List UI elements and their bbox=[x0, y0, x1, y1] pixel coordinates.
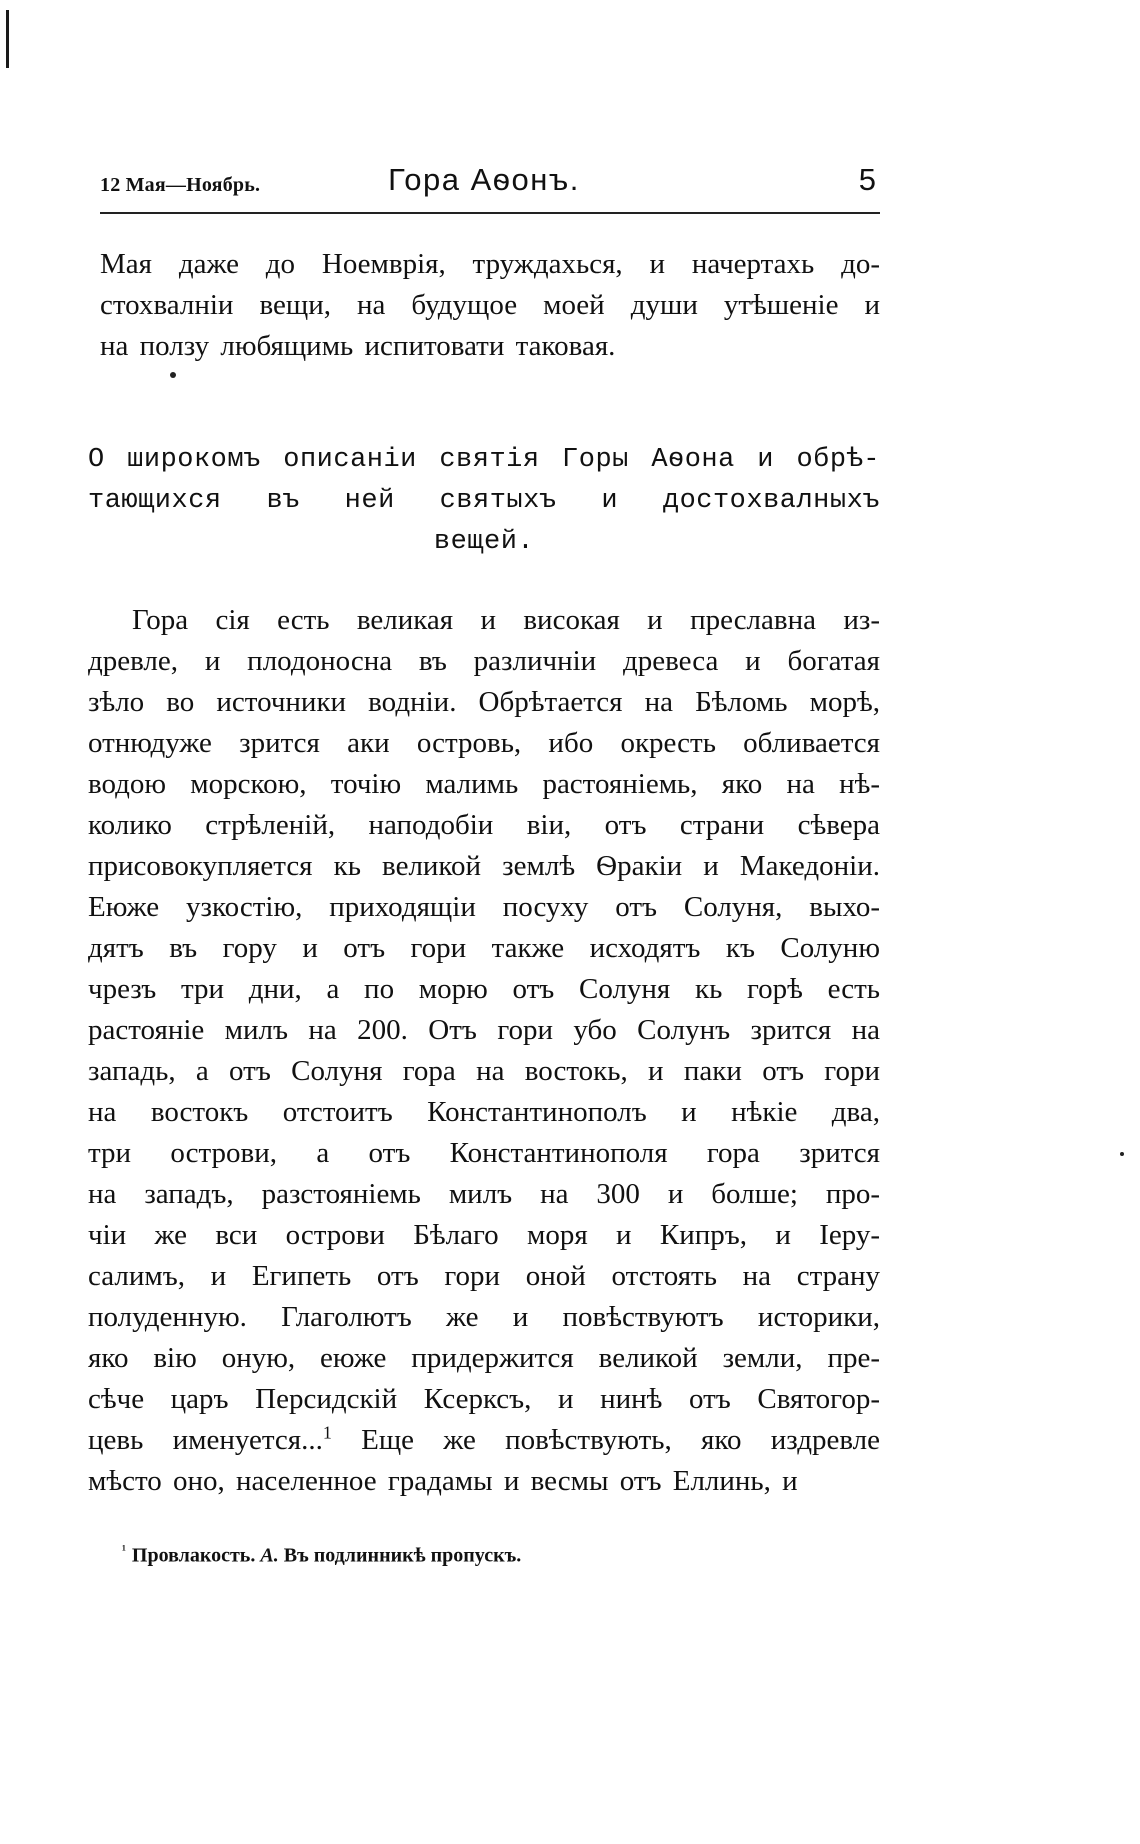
footnote-reference: 1 bbox=[322, 1422, 332, 1443]
text-line: на востокъ отстоитъ Константинополъ и нѣкіе два, bbox=[88, 1096, 880, 1128]
text-line: чіи же вси острови Бѣлаго моря и Кипръ, и Іеру- bbox=[88, 1219, 880, 1251]
heading-line: вещей. bbox=[433, 527, 535, 557]
footnote-text: Въ подлинникѣ пропускъ. bbox=[283, 1544, 522, 1567]
scan-edge-mark bbox=[6, 10, 9, 68]
text-line: присовокупляется кь великой землѣ Ѳракіи и Македоніи. bbox=[88, 850, 880, 882]
heading-line: тающихся въ ней святыхъ и достохвалныхъ bbox=[88, 486, 880, 516]
text-line: зѣло во источники водніи. Обрѣтается на Бѣломь морѣ, bbox=[88, 686, 880, 718]
page-number: 5 bbox=[858, 162, 876, 197]
text-segment: цевь именуется... bbox=[88, 1424, 323, 1456]
footnote-text: А. bbox=[260, 1544, 279, 1567]
footnote bbox=[122, 1542, 521, 1568]
text-line: Гора сія есть великая и високая и преславна из- bbox=[132, 604, 880, 636]
running-head bbox=[88, 160, 880, 212]
text-line: отнюдуже зрится аки островь, ибо окресть обливается bbox=[88, 727, 880, 759]
header-rule bbox=[100, 212, 880, 214]
section-heading bbox=[88, 440, 880, 563]
text-line: стохвалніи вещи, на будущое моей души утѣшеніе и bbox=[100, 289, 880, 321]
text-line: водою морскою, точію малимь растояніемь, яко на нѣ- bbox=[88, 768, 880, 800]
text-line: дятъ въ гору и отъ гори также исходятъ къ Солуню bbox=[88, 932, 880, 964]
text-line: салимъ, и Египеть отъ гори оной отстоять на страну bbox=[88, 1260, 880, 1292]
text-line: Мая даже до Ноемврія, труждахься, и начертахь до- bbox=[100, 248, 880, 280]
text-line: сѣче царъ Персидскій Ксерксъ, и нинѣ отъ Святогор- bbox=[88, 1383, 880, 1415]
footnote-text: Провлакость. bbox=[131, 1544, 256, 1567]
footnote-marker: ¹ bbox=[122, 1542, 126, 1557]
text-line: мѣсто оно, населенное градамы и весмы отъ Еллинь, и bbox=[88, 1465, 798, 1497]
text-line: три острови, а отъ Константинополя гора зрится bbox=[88, 1137, 880, 1169]
book-page bbox=[88, 160, 880, 1567]
text-line: колико стрѣленій, наподобіи віи, отъ страни сѣвера bbox=[88, 809, 880, 841]
text-line: полуденную. Глаголютъ же и повѣствуютъ историки, bbox=[88, 1301, 880, 1333]
text-line: чрезъ три дни, а по морю отъ Солуня кь горѣ есть bbox=[88, 973, 880, 1005]
body-paragraph bbox=[88, 600, 880, 1502]
text-line: древле, и плодоносна въ различніи древеса и богатая bbox=[88, 645, 880, 677]
text-line: растояніе милъ на 200. Отъ гори убо Солунъ зрится на bbox=[88, 1014, 880, 1046]
text-line bbox=[88, 1420, 880, 1461]
text-line: Еюже узкостію, приходящіи посуху отъ Солуня, выхо- bbox=[88, 891, 880, 923]
intro-paragraph bbox=[100, 244, 880, 367]
text-line: яко вію оную, еюже придержится великой земли, пре- bbox=[88, 1342, 880, 1374]
text-line: западь, а отъ Солуня гора на востокь, и паки отъ гори bbox=[88, 1055, 880, 1087]
running-head-date: 12 Мая—Ноябрь. bbox=[100, 174, 261, 196]
text-line: на западъ, разстояніемь милъ на 300 и болше; про- bbox=[88, 1178, 880, 1210]
scan-speck bbox=[170, 372, 176, 378]
running-head-title: Гора Аѳонъ. bbox=[388, 162, 580, 197]
scan-speck bbox=[1120, 1152, 1124, 1156]
heading-line: О широкомъ описаніи святія Горы Аѳона и обрѣ- bbox=[88, 445, 880, 475]
text-segment: Еще же повѣствують, яко издревле bbox=[331, 1424, 880, 1456]
text-line: на ползу любящимь испитовати таковая. bbox=[100, 330, 616, 362]
